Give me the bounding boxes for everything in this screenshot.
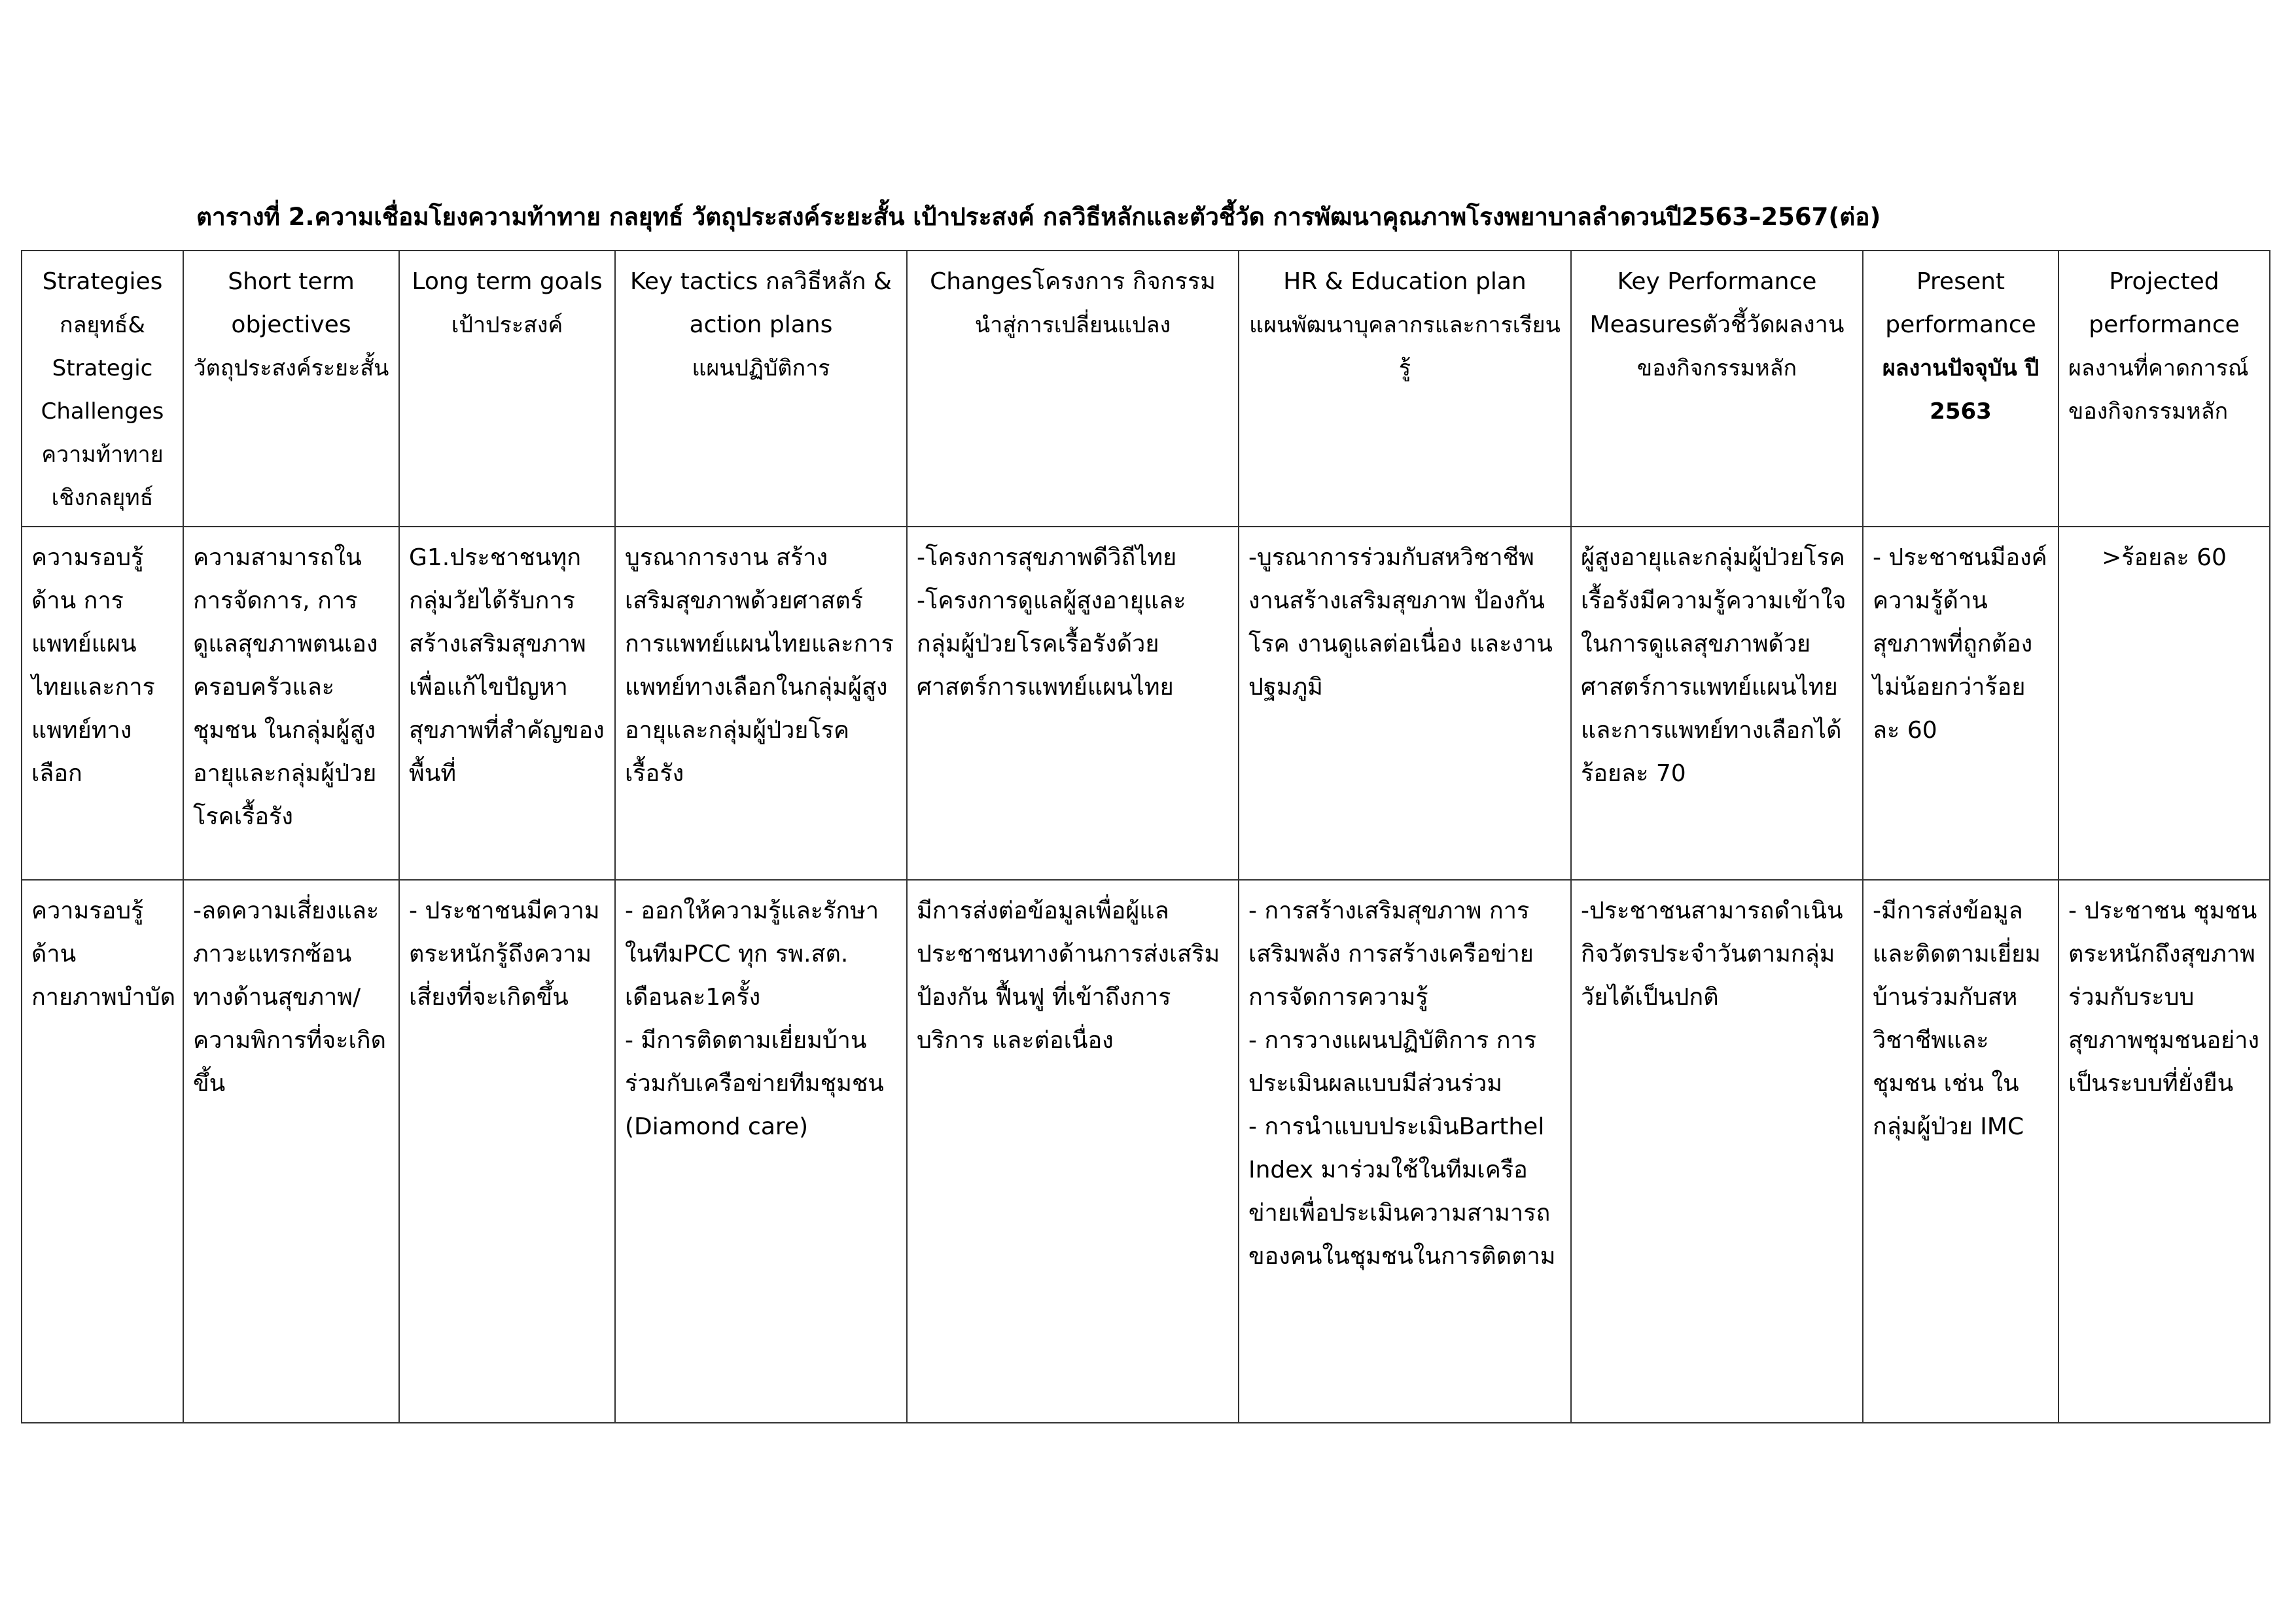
table-row xyxy=(22,527,2270,880)
header-cell-short-term xyxy=(183,251,399,527)
header-cell-long-term xyxy=(399,251,615,527)
header-cell-key-tactics xyxy=(615,251,907,527)
cell-tactics xyxy=(615,527,907,880)
hr-item: -บูรณาการร่วมกับสหวิชาชีพ งานสร้างเสริมสุขภาพ ป้องกันโรค งานดูแลต่อเนื่อง และงานปฐมภูมิ xyxy=(1248,544,1553,701)
header-en: Short term objectives xyxy=(228,268,355,338)
cell-projected: - ประชาชน ชุมชน ตระหนักถึงสุขภาพร่วมกับระบบสุขภาพชุมชนอย่างเป็นระบบที่ยั่งยืน xyxy=(2058,880,2270,1423)
strategy-table xyxy=(21,250,2270,1423)
header-en: Projected performance xyxy=(2089,268,2240,338)
table-caption: ตารางที่ 2.ความเชื่อมโยงความท้าทาย กลยุทธ์ วัตถุประสงค์ระยะสั้น เป้าประสงค์ กลวิธีหลักและตัวชี้วัด การพัฒนาคุณภาพโรงพยาบาลลำดวนปี2563–2567(ต่อ) xyxy=(196,203,1881,231)
hr-item: - การนำแบบประเมินBarthel Index มาร่วมใช้ในทีมเครือข่ายเพื่อประเมินความสามารถของคนในชุมชนในการติดตาม xyxy=(1248,1113,1556,1270)
header-th: แผนพัฒนาบุคลากรและการเรียนรู้ xyxy=(1249,312,1561,381)
cell-short-term: ความสามารถในการจัดการ, การดูแลสุขภาพตนเอง ครอบครัวและชุมชน ในกลุ่มผู้สูงอายุและกลุ่มผู้ป่วยโรคเรื้อรัง xyxy=(183,527,399,880)
header-en: Key tactics กลวิธีหลัก & action plans xyxy=(630,268,892,338)
change-item: -โครงการดูแลผู้สูงอายุและกลุ่มผู้ป่วยโรคเรื้อรังด้วยศาสตร์การแพทย์แผนไทย xyxy=(917,587,1186,701)
header-en: Changesโครงการ กิจกรรม xyxy=(930,268,1216,295)
cell-strategy: ความรอบรู้ด้าน การแพทย์แผนไทยและการแพทย์ทางเลือก xyxy=(22,527,183,880)
cell-changes xyxy=(907,527,1239,880)
tactic-item: บูรณาการงาน สร้างเสริมสุขภาพด้วยศาสตร์การแพทย์แผนไทยและการแพทย์ทางเลือกในกลุ่มผู้สูงอายุและกลุ่มผู้ป่วยโรคเรื้อรัง xyxy=(625,544,894,787)
header-th: ผลงานที่คาดการณ์ของกิจกรรมหลัก xyxy=(2068,355,2249,425)
cell-long-term: G1.ประชาชนทุกกลุ่มวัยได้รับการสร้างเสริมสุขภาพ เพื่อแก้ไขปัญหาสุขภาพที่สำคัญของพื้นที่ xyxy=(399,527,615,880)
cell-present: - ประชาชนมีองค์ความรู้ด้านสุขภาพที่ถูกต้อง ไม่น้อยกว่าร้อยละ 60 xyxy=(1863,527,2058,880)
header-en: Present performance xyxy=(1885,268,2036,338)
cell-hr-plan xyxy=(1239,527,1571,880)
header-th: กลยุทธ์& Strategic Challenges ความท้าทายเชิงกลยุทธ์ xyxy=(41,312,164,511)
header-cell-projected xyxy=(2058,251,2270,527)
header-th: ของกิจกรรมหลัก xyxy=(1636,355,1797,381)
header-cell-strategies xyxy=(22,251,183,527)
hr-item: - การวางแผนปฏิบัติการ การประเมินผลแบบมีส่วนร่วม xyxy=(1248,1027,1537,1097)
hr-item: - การสร้างเสริมสุขภาพ การเสริมพลัง การสร้างเครือข่าย การจัดการความรู้ xyxy=(1248,898,1534,1011)
header-cell-present xyxy=(1863,251,2058,527)
cell-present: -มีการส่งข้อมูลและติดตามเยี่ยมบ้านร่วมกับสหวิชาชีพและชุมชน เช่น ในกลุ่มผู้ป่วย IMC xyxy=(1863,880,2058,1423)
header-th: วัตถุประสงค์ระยะสั้น xyxy=(193,355,389,381)
cell-hr-plan xyxy=(1239,880,1571,1423)
cell-kpm: ผู้สูงอายุและกลุ่มผู้ป่วยโรคเรื้อรังมีความรู้ความเข้าใจในการดูแลสุขภาพด้วยศาสตร์การแพทย์แผนไทยและการแพทย์ทางเลือกได้ร้อยละ 70 xyxy=(1571,527,1863,880)
cell-changes xyxy=(907,880,1239,1423)
header-en: Long term goals xyxy=(412,268,603,295)
header-en: HR & Education plan xyxy=(1283,268,1527,295)
header-en: Key Performance Measuresตัวชี้วัดผลงาน xyxy=(1589,268,1845,338)
change-item: มีการส่งต่อข้อมูลเพื่อผู้แลประชาชนทางด้านการส่งเสริม ป้องกัน ฟื้นฟู ที่เข้าถึงการบริการ และต่อเนื่อง xyxy=(917,898,1220,1054)
cell-tactics xyxy=(615,880,907,1423)
cell-strategy: ความรอบรู้ด้าน กายภาพบำบัด xyxy=(22,880,183,1423)
header-cell-changes xyxy=(907,251,1239,527)
cell-projected: >ร้อยละ 60 xyxy=(2058,527,2270,880)
header-en: Strategies xyxy=(42,268,163,295)
table-row xyxy=(22,880,2270,1423)
header-th: แผนปฏิบัติการ xyxy=(692,355,830,381)
cell-short-term: -ลดความเสี่ยงและ ภาวะแทรกซ้อนทางด้านสุขภาพ/ความพิการที่จะเกิดขึ้น xyxy=(183,880,399,1423)
change-item: -โครงการสุขภาพดีวิถีไทย xyxy=(917,544,1177,571)
tactic-item: - มีการติดตามเยี่ยมบ้านร่วมกับเครือข่ายทีมชุมชน (Diamond care) xyxy=(625,1027,884,1140)
header-cell-kpm xyxy=(1571,251,1863,527)
header-row xyxy=(22,251,2270,527)
cell-long-term: - ประชาชนมีความตระหนักรู้ถึงความเสี่ยงที่จะเกิดขึ้น xyxy=(399,880,615,1423)
header-th: ผลงานปัจจุบัน ปี 2563 xyxy=(1882,355,2040,425)
header-th: เป้าประสงค์ xyxy=(451,312,563,338)
header-cell-hr-plan xyxy=(1239,251,1571,527)
cell-kpm: -ประชาชนสามารถดำเนินกิจวัตรประจำวันตามกลุ่มวัยได้เป็นปกติ xyxy=(1571,880,1863,1423)
tactic-item: - ออกให้ความรู้และรักษาในทีมPCC ทุก รพ.สต. เดือนละ1ครั้ง xyxy=(625,898,879,1011)
header-th: นำสู่การเปลี่ยนแปลง xyxy=(974,312,1171,338)
